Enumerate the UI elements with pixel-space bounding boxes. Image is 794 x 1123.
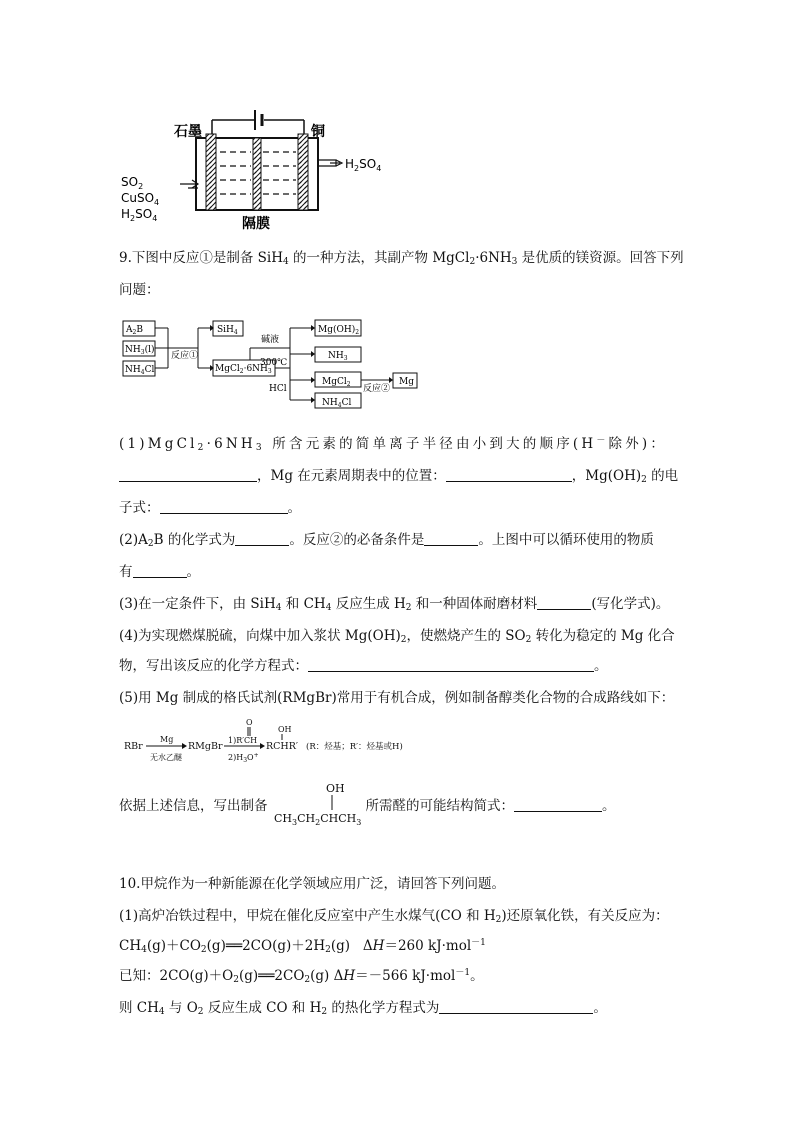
copper-label: 铜 bbox=[311, 124, 325, 140]
svg-text:无水乙醚: 无水乙醚 bbox=[150, 753, 182, 762]
inlet-label-cuso4: CuSO$_4$ bbox=[121, 191, 160, 207]
svg-text:NH3(l): $NH_3(l)$ bbox=[125, 345, 155, 356]
svg-text:SiH4: SiH$_4$ bbox=[217, 325, 238, 336]
outlet-label: $H_2SO_4$ bbox=[345, 157, 382, 173]
svg-text:NH4Cl: $NH_4Cl$ bbox=[125, 365, 155, 376]
copper-electrode bbox=[298, 134, 308, 210]
svg-text:Mg: Mg bbox=[160, 735, 174, 744]
answer-blank[interactable] bbox=[133, 563, 187, 578]
q9-part4-line2: 物，写出该反应的化学方程式： 。 bbox=[119, 658, 608, 674]
svg-text:Mg: Mg bbox=[399, 377, 414, 387]
q9-part2-line1: $(2)A_2B$ 的化学式为 。反应②的必备条件是 。上图中可以循环使用的物质 bbox=[119, 532, 654, 549]
q9-intro-line2: 问题： bbox=[119, 282, 160, 298]
inlet-label-h2so4: $H_2SO_4$ bbox=[121, 207, 158, 223]
q10-part1-line1: (1)高炉冶铁过程中，甲烷在催化反应室中产生水煤气(CO 和 $H_2$)还原氧化铁，有关反应为： bbox=[119, 908, 669, 925]
q9-part2-line2: 有 。 bbox=[119, 564, 200, 580]
q10-part1-question: 则 $CH_4$ 与 $O_2$ 反应生成 CO 和 $H_2$ 的热化学方程式为 。 bbox=[119, 1000, 607, 1017]
graphite-electrode bbox=[206, 134, 216, 210]
q9-part5: (5)用 Mg 制成的格氏试剂(RMgBr)常用于有机合成，例如制备醇类化合物的合成路线如下： bbox=[119, 690, 675, 706]
svg-text:2)H3O+: $2)H_3O^+$ bbox=[228, 752, 259, 764]
svg-text:O: O bbox=[246, 718, 253, 727]
q9-part1-line2: ，Mg 在元素周期表中的位置： ，$Mg(OH)_2$ 的电 bbox=[119, 466, 678, 486]
q10-equation2: 已知：$2CO(g)+O_2(g)══2CO_2(g)$ ΔH＝－566 kJ·mol$^{-1}$。 bbox=[119, 968, 484, 985]
svg-text:MgCl2: MgCl$_2$ bbox=[322, 377, 351, 388]
electrolysis-cell-diagram bbox=[118, 100, 382, 232]
svg-text:Mg(OH)2: $Mg(OH)_2$ bbox=[318, 325, 360, 336]
svg-text:(R：烃基；R′：烃基或H): (R：烃基；R′：烃基或H) bbox=[306, 742, 403, 752]
svg-text:碱液: 碱液 bbox=[261, 335, 280, 345]
q9-part5-question: 依据上述信息，写出制备 所需醛的可能结构简式： 。 bbox=[119, 798, 616, 814]
answer-blank[interactable] bbox=[119, 467, 257, 482]
q10-equation1: $CH_4(g)+CO_2(g)══2CO(g)+2H_2(g)$ ΔH＝260 kJ·mol$^{-1}$ bbox=[119, 938, 486, 955]
svg-text:反应②: 反应② bbox=[363, 384, 391, 394]
svg-text:300℃: 300℃ bbox=[260, 358, 288, 368]
answer-blank[interactable] bbox=[537, 595, 591, 610]
svg-text:CH3CH2CHCH3: $CH_3CH_2CHCH_3$ bbox=[274, 812, 362, 827]
answer-blank[interactable] bbox=[160, 499, 288, 514]
inlet-label-so2: $SO_2$ bbox=[121, 175, 144, 191]
svg-text:RMgBr: RMgBr bbox=[188, 741, 223, 752]
answer-blank[interactable] bbox=[235, 531, 289, 546]
answer-blank[interactable] bbox=[446, 467, 572, 482]
answer-blank[interactable] bbox=[424, 531, 478, 546]
svg-text:OH: OH bbox=[278, 725, 292, 734]
svg-text:NH3: $NH_3$ bbox=[328, 351, 348, 362]
svg-text:A2B: $A_2B$ bbox=[126, 325, 143, 336]
q9-part1-line1: $(1)MgCl_2\cdot 6NH_3$ 所含元素的简单离子半径由小到大的顺序(H－除外)： bbox=[119, 436, 668, 453]
answer-blank[interactable] bbox=[308, 657, 594, 672]
svg-text:RBr: RBr bbox=[124, 741, 143, 752]
answer-blank[interactable] bbox=[514, 797, 602, 812]
target-molecule bbox=[272, 780, 372, 826]
membrane-label: 隔膜 bbox=[242, 216, 270, 232]
q9-part1-line3: 子式： 。 bbox=[119, 500, 301, 516]
grignard-route bbox=[118, 716, 458, 764]
svg-text:反应①: 反应① bbox=[171, 351, 199, 361]
svg-text:MgCl2·6NH3: $MgCl_2\cdot 6NH_3$ bbox=[215, 364, 272, 375]
svg-text:OH: OH bbox=[326, 782, 345, 795]
q9-part3: (3)在一定条件下，由 SiH$_4$ 和 $CH_4$ 反应生成 $H_2$ 和一种固体耐磨材料 (写化学式)。 bbox=[119, 596, 670, 613]
svg-text:NH4Cl: $NH_4Cl$ bbox=[322, 398, 352, 409]
process-flow-diagram bbox=[118, 316, 428, 412]
svg-text:HCl: HCl bbox=[269, 384, 287, 394]
svg-text:RCHR′: RCHR′ bbox=[266, 741, 299, 752]
membrane bbox=[253, 138, 261, 210]
q9-intro-line1: 9.下图中反应①是制备 SiH$_4$ 的一种方法，其副产物 $MgCl_2\cdot 6NH_3$ 是优质的镁资源。回答下列 bbox=[119, 250, 684, 267]
answer-blank[interactable] bbox=[439, 999, 593, 1014]
q9-part4-line1: (4)为实现燃煤脱硫，向煤中加入浆状 $Mg(OH)_2$，使燃烧产生的 $SO_2$ 转化为稳定的 Mg 化合 bbox=[119, 628, 675, 645]
svg-text:1)R′CH: 1)R′CH bbox=[228, 736, 258, 745]
q10-intro: 10.甲烷作为一种新能源在化学领域应用广泛，请回答下列问题。 bbox=[119, 876, 505, 892]
graphite-label: 石墨 bbox=[174, 124, 202, 140]
